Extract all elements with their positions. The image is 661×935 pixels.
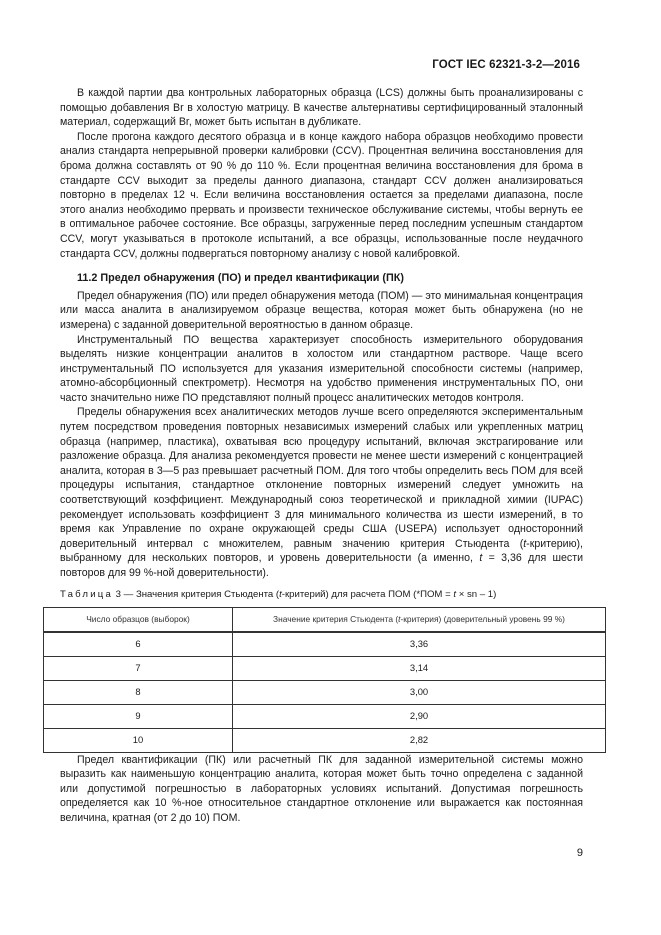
table-row (44, 680, 606, 704)
sample-count-cell: 9 (44, 704, 233, 728)
t-value-cell: 2,90 (233, 704, 606, 728)
standard-designation: ГОСТ IEC 62321-3-2—2016 (432, 59, 580, 71)
t-value-cell: 2,82 (233, 728, 606, 752)
t-value-cell: 3,00 (233, 680, 606, 704)
table-caption-text-b: -критерий) для расчета ПОМ (*ПОМ = (281, 588, 454, 600)
table-row (44, 656, 606, 680)
table-caption-text-a: 3 — Значения критерия Стьюдента ( (113, 588, 280, 600)
sample-count-cell: 8 (44, 680, 233, 704)
paragraph-ccv: После прогона каждого десятого образца и в конце каждого набора образцов необходимо провести анализ стандарта непрерывной проверки калибровки (CCV). Процентная величина восстановления для брома должна составлять от 90 % до 110 %. Если процентная величина восстановления для брома в стандарте CCV выходит за пределы данного диапазона, стандарт CCV должен анализироваться повторно в пределах 12 ч. Если величина восстановления остается за пределами диапазона, после этого анализ необходимо прервать и произвести техническое обслуживание системы, чтобы вернуть ее в оптимальное рабочее состояние. Все образцы, загруженные перед последним успешным стандартом CCV, могут указываться в протоколе испытаний, а все образцы, использованные после неудачного стандарта CCV, должны подвергаться повторному анализу с новой калибровкой. (60, 130, 583, 260)
paragraph-quantification-limit: Предел квантификации (ПК) или расчетный ПК для заданной измерительной системы можно выразить как наименьшую концентрацию аналита, которая может быть точно определена с заданной или допустимой погрешностью в лабораторных условиях испытаний. Допустимая погрешность определяется как 10 %-ное относительное стандартное отклонение или выражается как постоянная величина, кратная (от 2 до 10) ПОМ. (60, 753, 583, 824)
table-caption-text-c: × sn – 1) (456, 588, 497, 600)
sample-count-cell: 10 (44, 728, 233, 752)
paragraph-method-limits (60, 405, 583, 580)
col-sample-count-header: Число образцов (выборок) (44, 607, 233, 632)
table-row (44, 728, 606, 752)
table-row (44, 632, 606, 657)
t-symbol: t (453, 588, 457, 600)
table-caption (60, 589, 583, 601)
t-symbol: t (279, 588, 282, 600)
t-value-cell: 3,14 (233, 656, 606, 680)
paragraph-lcs: В каждой партии два контрольных лабораторных образца (LCS) должны быть проанализированы с помощью добавления Br в холостую матрицу. В качестве альтернативы сертифицированный эталонный материал, содержащий Br, может быть испытан в дубликате. (60, 87, 583, 129)
page-body (60, 86, 583, 826)
t-symbol: t (398, 613, 401, 624)
col-t-value-header-a: Значение критерия Стьюдента ( (273, 613, 399, 624)
col-t-value-header-b: -критерия) (доверительный уровень 99 %) (400, 613, 565, 624)
t-value-cell: 3,36 (233, 632, 606, 657)
table-header-row (44, 607, 606, 632)
t-symbol: t (523, 537, 527, 550)
paragraph-instrumental-limit: Инструментальный ПО вещества характеризует способность измерительного оборудования выделять низкие концентрации аналитов в холостом или стандартном растворе. Чаще всего инструментальный ПО используется для указания измерительной способности системы (например, атомно-абсорбционный спектрометр). Несмотря на удобство применения инструментальных ПО, они часто значительно ниже ПО представляют полный процесс аналитических методов контроля. (60, 333, 583, 404)
page-number: 9 (576, 847, 583, 859)
method-limits-text-a: Пределы обнаружения всех аналитических методов лучше всего определяются экспериментальным путем посредством проведения повторных независимых измерений слабых или укрепленных матриц образца (например, пластика), охватывая всю процедуру испытаний, включая экстрагирование или разложение образца. Для анализа рекомендуется провести не менее шести измерений с концентрацией аналита, которая в 3—5 раз превышает расчетный ПОМ. Для того чтобы определить весь ПОМ для всей процедуры испытания, стандартное отклонение повторных измерений следует умножить на соответствующий коэффициент. Международный союз теоретической и прикладной химии (IUPAC) рекомендует использовать коэффициент 3 для минимального количества из шести измерений, в то время как Управление по охране окружающей среды США (USEPA) использует односторонний доверительный интервал с множителем, равным значению критерия Стьюдента ( (60, 406, 583, 550)
method-limits-text-b: -критерию), выбранному для нескольких повторов, и уровень доверительности (а именно, (60, 537, 583, 565)
table-row (44, 704, 606, 728)
paragraph-detection-limit: Предел обнаружения (ПО) или предел обнаружения метода (ПОМ) — это минимальная концентрация или масса аналита в анализируемом образце вещества, которая может быть обнаружена (но не измерена) с заданной доверительной вероятностью в данном образце. (60, 289, 583, 331)
method-limits-text-c: = 3,36 для шести повторов для 99 %-ной доверительности). (60, 552, 583, 579)
col-t-value-header (233, 607, 606, 632)
student-t-table (43, 607, 606, 753)
section-heading: 11.2 Предел обнаружения (ПО) и предел квантификации (ПК) (77, 272, 404, 285)
sample-count-cell: 6 (44, 632, 233, 657)
table-caption-label: Таблица (60, 588, 114, 600)
t-symbol: t (479, 552, 483, 565)
sample-count-cell: 7 (44, 656, 233, 680)
